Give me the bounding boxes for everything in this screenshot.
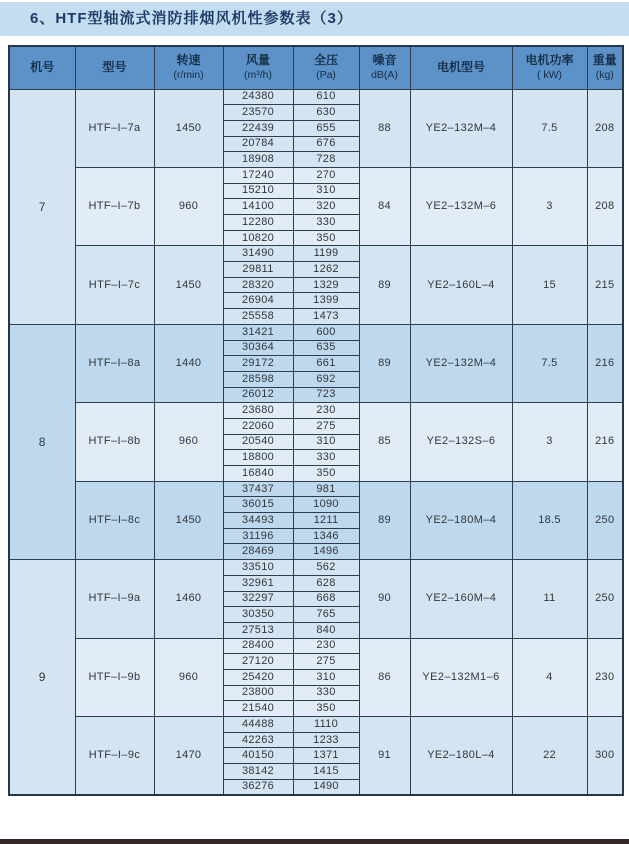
motor-power-cell: 15	[512, 246, 587, 324]
airflow-cell: 25420	[223, 669, 293, 685]
col-header-machine-no	[9, 46, 75, 89]
airflow-cell: 14100	[223, 199, 293, 215]
page-title: 6、HTF型轴流式消防排烟风机性参数表（3）	[0, 2, 629, 36]
speed-cell: 1440	[154, 324, 223, 402]
airflow-cell: 29811	[223, 262, 293, 278]
pressure-cell: 270	[293, 167, 359, 183]
col-header-airflow	[223, 46, 293, 89]
airflow-cell: 44488	[223, 717, 293, 733]
airflow-cell: 23570	[223, 105, 293, 121]
noise-cell: 84	[359, 167, 410, 245]
weight-cell: 216	[587, 324, 623, 402]
fan-parameters-table	[8, 45, 624, 796]
model-cell: HTF–I–8c	[75, 481, 154, 559]
weight-cell: 216	[587, 403, 623, 481]
header-row	[9, 46, 623, 89]
table-row	[9, 403, 623, 419]
airflow-cell: 26904	[223, 293, 293, 309]
airflow-cell: 38142	[223, 764, 293, 780]
weight-cell: 208	[587, 89, 623, 167]
header-label: 全压	[313, 53, 338, 68]
pressure-cell: 1262	[293, 262, 359, 278]
airflow-cell: 12280	[223, 215, 293, 231]
motor-model-cell: YE2–132M–4	[410, 324, 512, 402]
speed-cell: 1450	[154, 481, 223, 559]
motor-power-cell: 4	[512, 638, 587, 716]
table-row	[9, 717, 623, 733]
machine-no-cell: 9	[9, 560, 75, 795]
airflow-cell: 24380	[223, 89, 293, 105]
speed-cell: 1470	[154, 717, 223, 795]
table-row	[9, 560, 623, 576]
pressure-cell: 628	[293, 575, 359, 591]
pressure-cell: 310	[293, 669, 359, 685]
header-label: 风量	[245, 53, 270, 68]
airflow-cell: 31421	[223, 324, 293, 340]
noise-cell: 90	[359, 560, 410, 638]
noise-cell: 89	[359, 481, 410, 559]
motor-model-cell: YE2–132M–6	[410, 167, 512, 245]
pressure-cell: 1233	[293, 732, 359, 748]
pressure-cell: 350	[293, 230, 359, 246]
motor-model-cell: YE2–132S–6	[410, 403, 512, 481]
col-header-weight	[587, 46, 623, 89]
pressure-cell: 350	[293, 701, 359, 717]
noise-cell: 86	[359, 638, 410, 716]
motor-power-cell: 22	[512, 717, 587, 795]
airflow-cell: 23680	[223, 403, 293, 419]
pressure-cell: 840	[293, 622, 359, 638]
col-header-pressure	[293, 46, 359, 89]
model-cell: HTF–I–8b	[75, 403, 154, 481]
weight-cell: 300	[587, 717, 623, 795]
pressure-cell: 1473	[293, 309, 359, 325]
header-label: 电机型号	[436, 59, 485, 74]
table-row	[9, 167, 623, 183]
airflow-cell: 42263	[223, 732, 293, 748]
noise-cell: 89	[359, 246, 410, 324]
airflow-cell: 18908	[223, 152, 293, 168]
airflow-cell: 27513	[223, 622, 293, 638]
airflow-cell: 17240	[223, 167, 293, 183]
pressure-cell: 275	[293, 654, 359, 670]
pressure-cell: 230	[293, 638, 359, 654]
speed-cell: 1450	[154, 246, 223, 324]
motor-model-cell: YE2–132M–4	[410, 89, 512, 167]
pressure-cell: 350	[293, 466, 359, 482]
motor-power-cell: 11	[512, 560, 587, 638]
col-header-motor-model	[410, 46, 512, 89]
airflow-cell: 28320	[223, 277, 293, 293]
header-unit: (m³/h)	[244, 69, 272, 82]
airflow-cell: 37437	[223, 481, 293, 497]
airflow-cell: 36015	[223, 497, 293, 513]
pressure-cell: 1110	[293, 717, 359, 733]
noise-cell: 88	[359, 89, 410, 167]
airflow-cell: 16840	[223, 466, 293, 482]
pressure-cell: 1199	[293, 246, 359, 262]
airflow-cell: 10820	[223, 230, 293, 246]
noise-cell: 91	[359, 717, 410, 795]
table-row	[9, 89, 623, 105]
machine-no-cell: 7	[9, 89, 75, 324]
pressure-cell: 1399	[293, 293, 359, 309]
airflow-cell: 18800	[223, 450, 293, 466]
pressure-cell: 330	[293, 685, 359, 701]
header-label: 噪音	[372, 53, 397, 68]
airflow-cell: 32297	[223, 591, 293, 607]
motor-power-cell: 7.5	[512, 89, 587, 167]
pressure-cell: 230	[293, 403, 359, 419]
machine-no-cell: 8	[9, 324, 75, 559]
pressure-cell: 692	[293, 371, 359, 387]
airflow-cell: 29172	[223, 356, 293, 372]
table-row	[9, 638, 623, 654]
weight-cell: 230	[587, 638, 623, 716]
pressure-cell: 610	[293, 89, 359, 105]
airflow-cell: 22439	[223, 120, 293, 136]
header-label: 机号	[30, 59, 55, 74]
airflow-cell: 28400	[223, 638, 293, 654]
motor-power-cell: 7.5	[512, 324, 587, 402]
pressure-cell: 668	[293, 591, 359, 607]
noise-cell: 89	[359, 324, 410, 402]
speed-cell: 1450	[154, 89, 223, 167]
airflow-cell: 20540	[223, 434, 293, 450]
motor-model-cell: YE2–180M–4	[410, 481, 512, 559]
airflow-cell: 28469	[223, 544, 293, 560]
header-label: 重量	[592, 53, 617, 68]
pressure-cell: 275	[293, 418, 359, 434]
speed-cell: 960	[154, 403, 223, 481]
airflow-cell: 32961	[223, 575, 293, 591]
weight-cell: 215	[587, 246, 623, 324]
airflow-cell: 27120	[223, 654, 293, 670]
col-header-motor-power	[512, 46, 587, 89]
col-header-noise	[359, 46, 410, 89]
pressure-cell: 330	[293, 450, 359, 466]
airflow-cell: 33510	[223, 560, 293, 576]
header-unit: (Pa)	[316, 69, 336, 82]
airflow-cell: 36276	[223, 779, 293, 795]
airflow-cell: 34493	[223, 513, 293, 529]
pressure-cell: 765	[293, 607, 359, 623]
airflow-cell: 30364	[223, 340, 293, 356]
pressure-cell: 1329	[293, 277, 359, 293]
speed-cell: 960	[154, 167, 223, 245]
speed-cell: 960	[154, 638, 223, 716]
header-unit: (r/min)	[173, 69, 204, 82]
weight-cell: 250	[587, 560, 623, 638]
pressure-cell: 661	[293, 356, 359, 372]
speed-cell: 1460	[154, 560, 223, 638]
pressure-cell: 320	[293, 199, 359, 215]
model-cell: HTF–I–8a	[75, 324, 154, 402]
airflow-cell: 30350	[223, 607, 293, 623]
pressure-cell: 1415	[293, 764, 359, 780]
pressure-cell: 1490	[293, 779, 359, 795]
airflow-cell: 22060	[223, 418, 293, 434]
model-cell: HTF–I–9a	[75, 560, 154, 638]
pressure-cell: 728	[293, 152, 359, 168]
pressure-cell: 1211	[293, 513, 359, 529]
weight-cell: 250	[587, 481, 623, 559]
model-cell: HTF–I–9c	[75, 717, 154, 795]
pressure-cell: 981	[293, 481, 359, 497]
airflow-cell: 26012	[223, 387, 293, 403]
header-label: 型号	[102, 59, 127, 74]
noise-cell: 85	[359, 403, 410, 481]
airflow-cell: 31490	[223, 246, 293, 262]
table-row	[9, 481, 623, 497]
col-header-model	[75, 46, 154, 89]
pressure-cell: 655	[293, 120, 359, 136]
pressure-cell: 723	[293, 387, 359, 403]
header-label: 电机功率	[525, 53, 574, 68]
airflow-cell: 31196	[223, 528, 293, 544]
model-cell: HTF–I–7b	[75, 167, 154, 245]
model-cell: HTF–I–7a	[75, 89, 154, 167]
pressure-cell: 310	[293, 183, 359, 199]
model-cell: HTF–I–7c	[75, 246, 154, 324]
table-row	[9, 246, 623, 262]
airflow-cell: 40150	[223, 748, 293, 764]
pressure-cell: 1346	[293, 528, 359, 544]
motor-model-cell: YE2–180L–4	[410, 717, 512, 795]
airflow-cell: 25558	[223, 309, 293, 325]
weight-cell: 208	[587, 167, 623, 245]
motor-model-cell: YE2–160M–4	[410, 560, 512, 638]
table-row	[9, 324, 623, 340]
airflow-cell: 20784	[223, 136, 293, 152]
pressure-cell: 310	[293, 434, 359, 450]
header-label: 转速	[176, 53, 201, 68]
pressure-cell: 635	[293, 340, 359, 356]
motor-power-cell: 18.5	[512, 481, 587, 559]
pressure-cell: 330	[293, 215, 359, 231]
pressure-cell: 1496	[293, 544, 359, 560]
pressure-cell: 630	[293, 105, 359, 121]
model-cell: HTF–I–9b	[75, 638, 154, 716]
pressure-cell: 562	[293, 560, 359, 576]
pressure-cell: 600	[293, 324, 359, 340]
table-container	[8, 45, 622, 796]
airflow-cell: 28598	[223, 371, 293, 387]
airflow-cell: 15210	[223, 183, 293, 199]
header-unit: ( kW)	[536, 69, 563, 82]
header-unit: dB(A)	[371, 69, 398, 82]
pressure-cell: 676	[293, 136, 359, 152]
col-header-speed	[154, 46, 223, 89]
motor-model-cell: YE2–160L–4	[410, 246, 512, 324]
airflow-cell: 21540	[223, 701, 293, 717]
page-bottom-rule	[0, 839, 629, 844]
motor-power-cell: 3	[512, 403, 587, 481]
pressure-cell: 1371	[293, 748, 359, 764]
header-unit: (kg)	[595, 69, 614, 82]
motor-model-cell: YE2–132M1–6	[410, 638, 512, 716]
motor-power-cell: 3	[512, 167, 587, 245]
airflow-cell: 23800	[223, 685, 293, 701]
pressure-cell: 1090	[293, 497, 359, 513]
